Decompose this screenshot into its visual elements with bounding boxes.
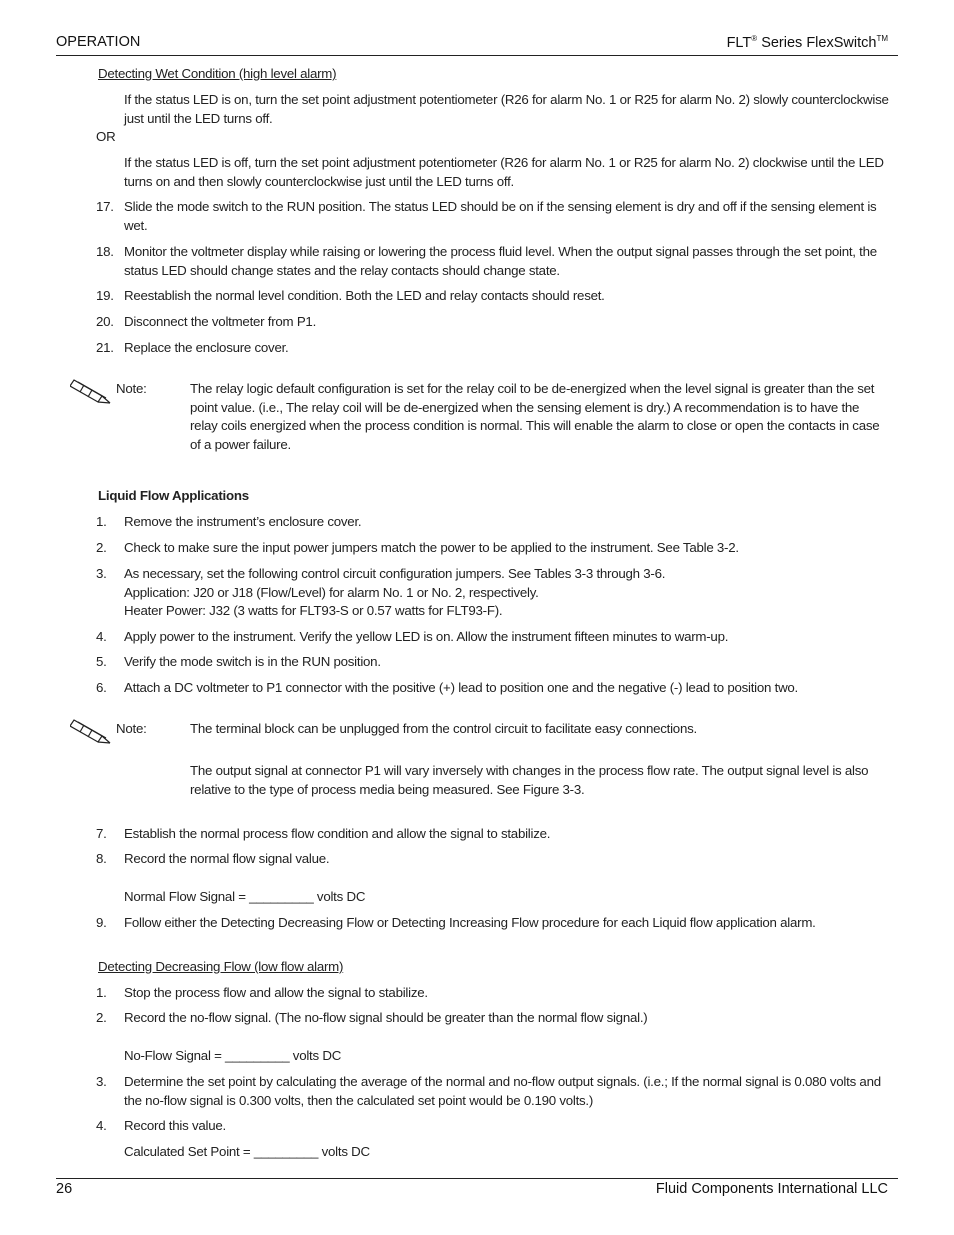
step-number: 2. [96,1010,107,1025]
step-text: Establish the normal process flow condition and allow the signal to stabilize. [124,826,551,841]
step-text: Record the no-flow signal. (The no-flow signal should be greater than the normal flow signal.) [124,1010,648,1025]
step-text: Monitor the voltmeter display while raising or lowering the process fluid level. When the output signal passes through the set point, the status LED should change states and the relay contacts should change state. [124,244,877,278]
section-title: OPERATION [56,34,141,50]
step-text: Replace the enclosure cover. [124,340,289,355]
step-number: 2. [96,540,107,555]
page-number: 26 [56,1181,73,1197]
footer-rule [56,1178,898,1179]
step-text: Determine the set point by calculating the average of the normal and no-flow output signals. (i.e.; If the normal signal is 0.080 volts and the no-flow signal is 0.300 volts, then the calculated set point would be 0.190 volts.) [124,1074,881,1108]
step-text: Record the normal flow signal value. [124,851,330,866]
step-number: 4. [96,1118,107,1133]
note-text: The relay logic default configuration is set for the relay coil to be de-energized when the level signal is greater than the set point value. (i.e., The relay coil will be de-energized when the sensing element is dry.) A recommendation is to have the relay coils energized when the process condition is normal. This will enable the alarm to close or open the contacts in case of a power failure. [190,381,880,452]
or-label: OR [96,129,116,144]
note-text: The terminal block can be unplugged from the control circuit to facilitate easy connections. [190,721,697,736]
step-number: 21. [96,340,114,355]
step-number: 1. [96,985,107,1000]
wet-paragraph-2: If the status LED is off, turn the set point adjustment potentiometer (R26 for alarm No. 1 or R25 for alarm No. 2) clockwise until the LED turns on and then slowly counterclockwise just until the LED turns off. [124,155,884,189]
note-text-2: The output signal at connector P1 will vary inversely with changes in the process flow rate. The output signal level is also relative to the type of process media being measured. See Figure 3-3. [190,763,869,797]
note-label: Note: [116,721,147,736]
step-text: As necessary, set the following control circuit configuration jumpers. See Tables 3-3 through 3-6. Application: J20 or J18 (Flow/Level) for alarm No. 1 or No. 2, respectively. Heater Power: J32 (3 watts for FLT93-S or 0.57 watts for FLT93-F). [124,565,896,621]
step-text: Stop the process flow and allow the signal to stabilize. [124,985,428,1000]
step-number: 4. [96,629,107,644]
wet-paragraph-1: If the status LED is on, turn the set point adjustment potentiometer (R26 for alarm No. 1 or R25 for alarm No. 2) slowly counterclockwise just until the LED turns off. [124,92,889,126]
step-text: Disconnect the voltmeter from P1. [124,314,317,329]
step-number: 7. [96,826,107,841]
step-text: Remove the instrument’s enclosure cover. [124,514,362,529]
header-rule [56,55,898,56]
jumper-heater-power: Heater Power: J32 (3 watts for FLT93-S or 0.57 watts for FLT93-F). [124,603,503,618]
step-number: 3. [96,1074,107,1089]
step-number: 20. [96,314,114,329]
step-text: Apply power to the instrument. Verify the yellow LED is on. Allow the instrument fifteen minutes to warm-up. [124,629,729,644]
step-text: Attach a DC voltmeter to P1 connector with the positive (+) lead to position one and the negative (-) lead to position two. [124,680,799,695]
page-header [56,34,898,54]
product-title: FLT® Series FlexSwitch™ [726,34,888,51]
step-number: 6. [96,680,107,695]
step-text: Follow either the Detecting Decreasing Flow or Detecting Increasing Flow procedure for each Liquid flow application alarm. [124,915,816,930]
step-number: 1. [96,514,107,529]
step-text: Record this value. [124,1118,226,1133]
normal-flow-signal-blank: Normal Flow Signal = _________ volts DC [124,889,366,904]
step-text: Check to make sure the input power jumpers match the power to be applied to the instrument. See Table 3-2. [124,540,739,555]
step-number: 9. [96,915,107,930]
company-name: Fluid Components International LLC [655,1181,888,1197]
no-flow-signal-blank: No-Flow Signal = _________ volts DC [124,1048,342,1063]
pencil-note-icon [70,716,112,744]
step-number: 3. [96,566,107,581]
step-text: Reestablish the normal level condition. Both the LED and relay contacts should reset. [124,288,605,303]
decreasing-flow-heading: Detecting Decreasing Flow (low flow alarm) [98,959,344,974]
jumper-application: Application: J20 or J18 (Flow/Level) for alarm No. 1 or No. 2, respectively. [124,584,539,600]
pencil-note-icon [70,376,112,404]
page-footer [56,1181,898,1201]
step-number: 18. [96,244,114,259]
step-number: 17. [96,199,114,214]
step-text: Verify the mode switch is in the RUN position. [124,654,381,669]
wet-condition-heading: Detecting Wet Condition (high level alarm) [98,66,337,81]
note-label: Note: [116,381,147,396]
step-number: 19. [96,288,114,303]
calculated-set-point-blank: Calculated Set Point = _________ volts DC [124,1144,370,1159]
step-text: Slide the mode switch to the RUN position. The status LED should be on if the sensing element is dry and off if the sensing element is wet. [124,199,877,233]
step-number: 5. [96,654,107,669]
liquid-flow-heading: Liquid Flow Applications [98,488,249,503]
step-number: 8. [96,851,107,866]
